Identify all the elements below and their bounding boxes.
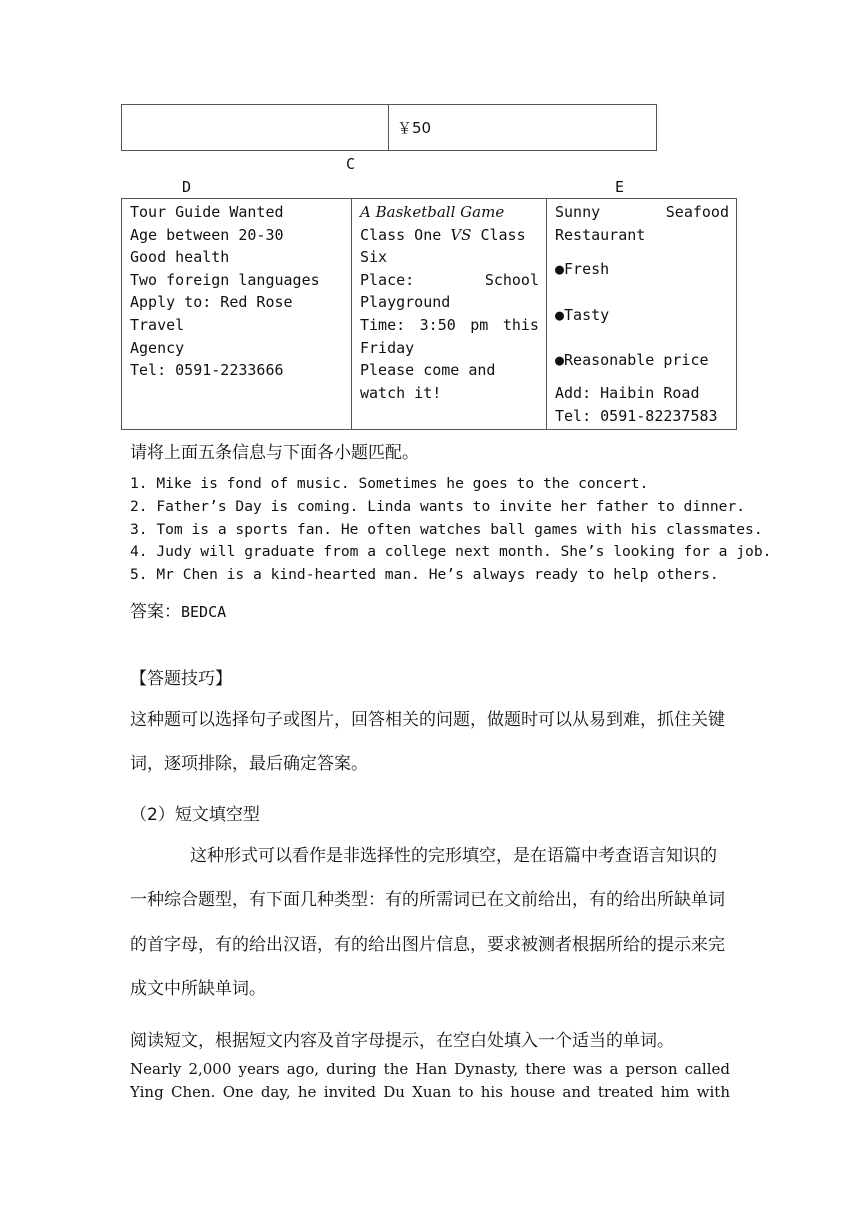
ad-e-bullet: ●Fresh — [555, 260, 610, 279]
label-c: C — [346, 155, 356, 173]
ad-c-vs: VS — [450, 225, 472, 244]
ad-e-tel: Tel: 0591-82237583 — [555, 406, 718, 425]
ad-c-title: A Basketball Game — [360, 203, 505, 221]
ad-c-place: Place: School — [360, 270, 539, 289]
ads-table — [121, 198, 737, 430]
ad-e-address: Add: Haibin Road — [555, 383, 700, 402]
passage-text: Nearly 2,000 years ago, during the Han Dynasty, there was a person called Ying Chen. One day, he invited Du Xuan to his house and treated him with — [130, 1060, 730, 1101]
ad-d-line: Tel: 0591-2233666 — [130, 361, 284, 380]
question-item: 1. Mike is fond of music. Sometimes he goes to the concert. — [130, 475, 649, 492]
section2-text: 这种形式可以看作是非选择性的完形填空，是在语篇中考查语言知识的一种综合题型，有下面几种类型：有的所需词已在文前给出，有的给出所缺单词的首字母，有的给出汉语，有的给出图片信息，要求被测者根据所给的提示来完成文中所缺单词。 — [130, 846, 725, 999]
ad-d-line: Tour Guide Wanted — [130, 203, 284, 221]
question-list — [130, 473, 771, 587]
price-table-right-cell: ￥50 — [389, 105, 657, 151]
ad-d-line: Age between 20-30 — [130, 225, 284, 244]
question-item: 5. Mr Chen is a kind-hearted man. He’s always ready to help others. — [130, 566, 719, 584]
ad-e-name-line2: Restaurant — [555, 225, 646, 244]
ad-d-line: Apply to: Red Rose Travel — [130, 293, 293, 334]
answer-label: 答案： — [130, 602, 181, 622]
price-table — [121, 104, 657, 151]
ad-d-line: Two foreign languages — [130, 270, 320, 289]
reading-instruction: 阅读短文，根据短文内容及首字母提示，在空白处填入一个适当的单词。 — [130, 1031, 674, 1051]
ad-c-time: Time: 3:50 pm this — [360, 315, 539, 334]
ad-tour-guide — [122, 199, 352, 430]
ad-e-name: Sunny Seafood — [555, 203, 729, 221]
ad-c-time-line2: Friday — [360, 338, 415, 357]
ad-d-line: Agency — [130, 338, 185, 357]
answer-line — [130, 597, 226, 622]
question-item: 4. Judy will graduate from a college next month. She’s looking for a job. — [130, 543, 772, 561]
ad-basketball-game — [352, 199, 547, 430]
ad-e-bullet: ●Reasonable price — [555, 351, 709, 370]
section2-heading: （2）短文填空型 — [130, 805, 260, 825]
matching-instruction: 请将上面五条信息与下面各小题匹配。 — [130, 443, 419, 463]
ad-seafood-restaurant — [547, 199, 737, 430]
label-d: D — [182, 178, 192, 196]
answer-value: BEDCA — [181, 603, 227, 621]
price-table-left-cell — [122, 105, 389, 151]
ad-c-place-line2: Playground — [360, 293, 451, 312]
tips-heading: 【答题技巧】 — [130, 669, 232, 689]
tips-text: 这种题可以选择句子或图片，回答相关的问题，做题时可以从易到难，抓住关键词，逐项排除，最后确定答案。 — [130, 710, 725, 775]
ad-d-line: Good health — [130, 248, 230, 267]
ad-e-bullet: ●Tasty — [555, 305, 610, 324]
label-e: E — [615, 178, 625, 196]
question-item: 3. Tom is a sports fan. He often watches ball games with his classmates. — [130, 520, 763, 538]
ad-c-match: Class One VS Class Six — [360, 225, 526, 267]
ad-c-invite: Please come and watch it! — [360, 361, 496, 402]
question-item: 2. Father’s Day is coming. Linda wants to invite her father to dinner. — [130, 497, 746, 515]
